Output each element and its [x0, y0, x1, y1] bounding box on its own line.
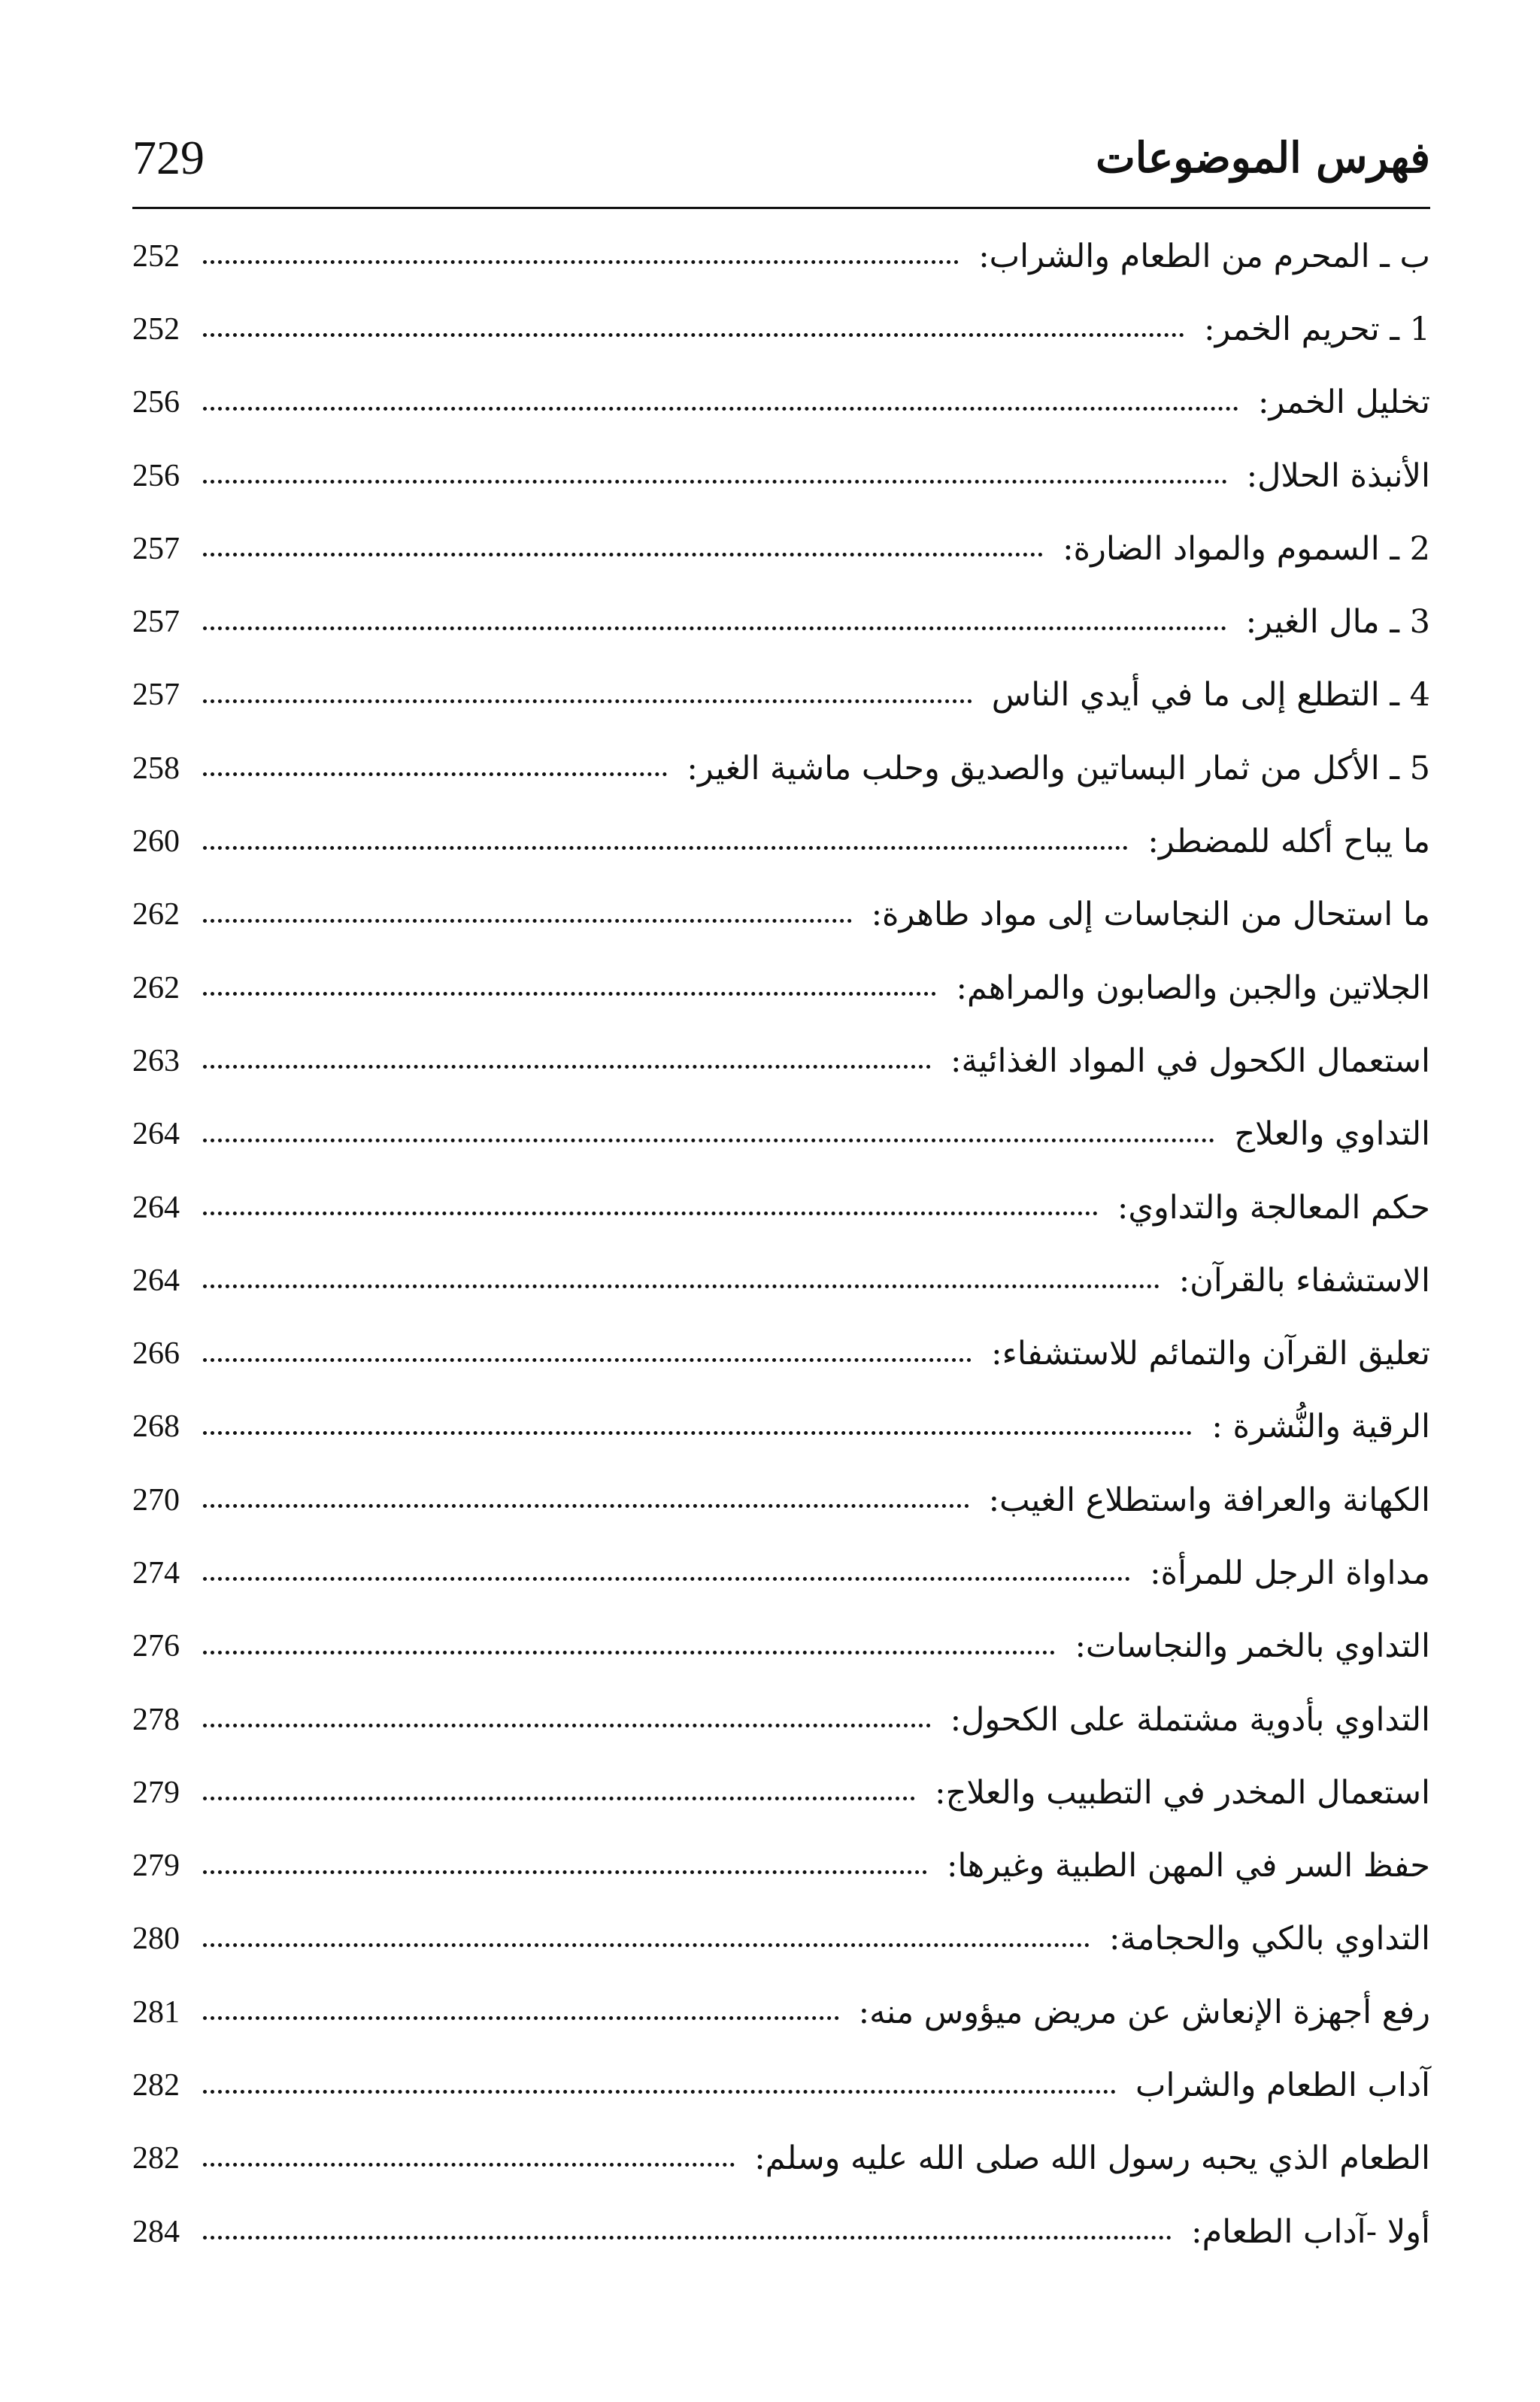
dot-leader — [203, 260, 959, 264]
toc-entry-page-number: 257 — [132, 605, 180, 640]
toc-entry — [132, 1244, 1430, 1317]
toc-entry-page-number: 252 — [132, 311, 180, 347]
dot-leader — [203, 1797, 915, 1800]
toc-entry — [132, 1756, 1430, 1829]
toc-entry-page-number: 268 — [132, 1409, 180, 1445]
dot-leader — [203, 2163, 735, 2167]
toc-entry — [132, 2049, 1430, 2121]
toc-entry-page-number: 279 — [132, 1849, 180, 1884]
toc-entry-page-number: 262 — [132, 897, 180, 933]
toc-entry-title: 2 ـ السموم والمواد الضارة: — [1063, 529, 1430, 568]
toc-entry — [132, 805, 1430, 878]
toc-entry-title: ب ـ المحرم من الطعام والشراب: — [978, 237, 1430, 275]
dot-leader — [203, 919, 852, 923]
table-of-contents — [132, 220, 1430, 2268]
toc-entry — [132, 1683, 1430, 1756]
toc-entry-title: ما يباح أكله للمضطر: — [1147, 823, 1430, 861]
dot-leader — [203, 772, 667, 776]
toc-entry-title: التداوي والعلاج — [1234, 1115, 1430, 1154]
toc-entry — [132, 293, 1430, 365]
toc-entry-title: الرقية والنُّشرة : — [1211, 1408, 1430, 1446]
dot-leader — [203, 1724, 931, 1727]
page-header — [132, 113, 1430, 203]
dot-leader — [203, 1870, 927, 1874]
toc-entry — [132, 1610, 1430, 1683]
toc-entry-title: 3 ـ مال الغير: — [1245, 603, 1430, 641]
dot-leader — [203, 1651, 1055, 1654]
toc-entry — [132, 732, 1430, 805]
dot-leader — [203, 1212, 1098, 1215]
toc-entry — [132, 1463, 1430, 1536]
dot-leader — [203, 1139, 1214, 1142]
toc-entry — [132, 1536, 1430, 1609]
toc-entry-page-number: 256 — [132, 458, 180, 493]
toc-entry-title: 5 ـ الأكل من ثمار البساتين والصديق وحلب ماشية الغير: — [687, 749, 1430, 787]
dot-leader — [203, 1504, 969, 1508]
toc-entry-page-number: 282 — [132, 2068, 180, 2103]
toc-entry-page-number: 260 — [132, 824, 180, 860]
toc-entry — [132, 659, 1430, 732]
page-title: فهرس الموضوعات — [1096, 133, 1430, 183]
toc-entry-title: التداوي بالخمر والنجاسات: — [1075, 1627, 1430, 1666]
dot-leader — [203, 1284, 1160, 1288]
dot-leader — [203, 1358, 972, 1362]
toc-entry-page-number: 276 — [132, 1629, 180, 1664]
toc-entry — [132, 2195, 1430, 2268]
dot-leader — [203, 1943, 1090, 1947]
toc-entry-title: 1 ـ تحريم الخمر: — [1204, 310, 1430, 348]
dot-leader — [203, 626, 1226, 630]
toc-entry-page-number: 257 — [132, 531, 180, 566]
toc-entry-page-number: 266 — [132, 1336, 180, 1372]
toc-entry — [132, 366, 1430, 439]
dot-leader — [203, 1065, 931, 1069]
toc-entry-title: الجلاتين والجبن والصابون والمراهم: — [956, 969, 1430, 1007]
toc-entry-page-number: 274 — [132, 1555, 180, 1591]
toc-entry-title: رفع أجهزة الإنعاش عن مريض ميؤوس منه: — [858, 1993, 1430, 2031]
toc-entry — [132, 878, 1430, 951]
toc-entry-title: أولا -آداب الطعام: — [1191, 2212, 1430, 2251]
toc-entry-title: الأنبذة الحلال: — [1246, 456, 1430, 495]
toc-entry — [132, 1903, 1430, 1976]
toc-entry — [132, 1171, 1430, 1244]
toc-entry — [132, 1391, 1430, 1463]
toc-entry-title: تخليل الخمر: — [1257, 384, 1430, 422]
dot-leader — [203, 2090, 1116, 2094]
toc-entry-title: آداب الطعام والشراب — [1135, 2067, 1430, 2105]
dot-leader — [203, 407, 1238, 411]
toc-entry — [132, 585, 1430, 658]
toc-entry-page-number: 262 — [132, 970, 180, 1005]
toc-entry-page-number: 284 — [132, 2214, 180, 2249]
toc-entry-title: حكم المعالجة والتداوي: — [1117, 1188, 1430, 1227]
toc-entry — [132, 512, 1430, 585]
dot-leader — [203, 992, 936, 996]
dot-leader — [203, 699, 972, 703]
toc-entry-page-number: 264 — [132, 1263, 180, 1298]
toc-entry-page-number: 256 — [132, 385, 180, 420]
dot-leader — [203, 333, 1184, 337]
toc-entry-title: مداواة الرجل للمرأة: — [1150, 1554, 1430, 1592]
dot-leader — [203, 846, 1128, 850]
toc-entry — [132, 1317, 1430, 1390]
toc-entry — [132, 1976, 1430, 2049]
toc-entry-title: التداوي بأدوية مشتملة على الكحول: — [950, 1700, 1430, 1739]
toc-entry-page-number: 279 — [132, 1775, 180, 1810]
toc-entry — [132, 1024, 1430, 1097]
toc-entry-page-number: 257 — [132, 678, 180, 713]
toc-entry-page-number: 281 — [132, 1994, 180, 2030]
dot-leader — [203, 1431, 1192, 1435]
toc-entry-title: ما استحال من النجاسات إلى مواد طاهرة: — [871, 896, 1430, 934]
toc-entry-page-number: 264 — [132, 1190, 180, 1225]
dot-leader — [203, 2236, 1172, 2240]
toc-entry-title: الاستشفاء بالقرآن: — [1178, 1261, 1430, 1300]
header-divider — [132, 207, 1430, 209]
toc-entry-title: استعمال المخدر في التطبيب والعلاج: — [935, 1773, 1430, 1812]
dot-leader — [203, 480, 1227, 484]
toc-entry-title: تعليق القرآن والتمائم للاستشفاء: — [991, 1335, 1430, 1373]
toc-entry-page-number: 282 — [132, 2141, 180, 2176]
toc-entry-page-number: 280 — [132, 1921, 180, 1957]
toc-entry-title: التداوي بالكي والحجامة: — [1108, 1920, 1430, 1958]
toc-entry — [132, 951, 1430, 1024]
toc-entry-title: الطعام الذي يحبه رسول الله صلى الله عليه وسلم: — [754, 2140, 1430, 2178]
toc-entry-page-number: 263 — [132, 1043, 180, 1078]
toc-entry — [132, 439, 1430, 512]
toc-entry-page-number: 252 — [132, 238, 180, 274]
toc-entry-title: 4 ـ التطلع إلى ما في أيدي الناس — [991, 676, 1430, 714]
toc-entry-page-number: 278 — [132, 1702, 180, 1737]
toc-entry — [132, 1098, 1430, 1171]
dot-leader — [203, 1577, 1130, 1581]
dot-leader — [203, 2016, 839, 2020]
toc-entry-page-number: 270 — [132, 1482, 180, 1518]
toc-entry — [132, 1830, 1430, 1903]
dot-leader — [203, 553, 1043, 557]
toc-entry-page-number: 264 — [132, 1117, 180, 1152]
toc-entry — [132, 220, 1430, 293]
page-number: 729 — [132, 131, 205, 184]
toc-entry-title: الكهانة والعرافة واستطلاع الغيب: — [988, 1481, 1430, 1519]
toc-entry — [132, 2122, 1430, 2195]
toc-entry-title: استعمال الكحول في المواد الغذائية: — [950, 1042, 1430, 1080]
toc-entry-title: حفظ السر في المهن الطبية وغيرها: — [946, 1847, 1430, 1885]
toc-entry-page-number: 258 — [132, 751, 180, 786]
